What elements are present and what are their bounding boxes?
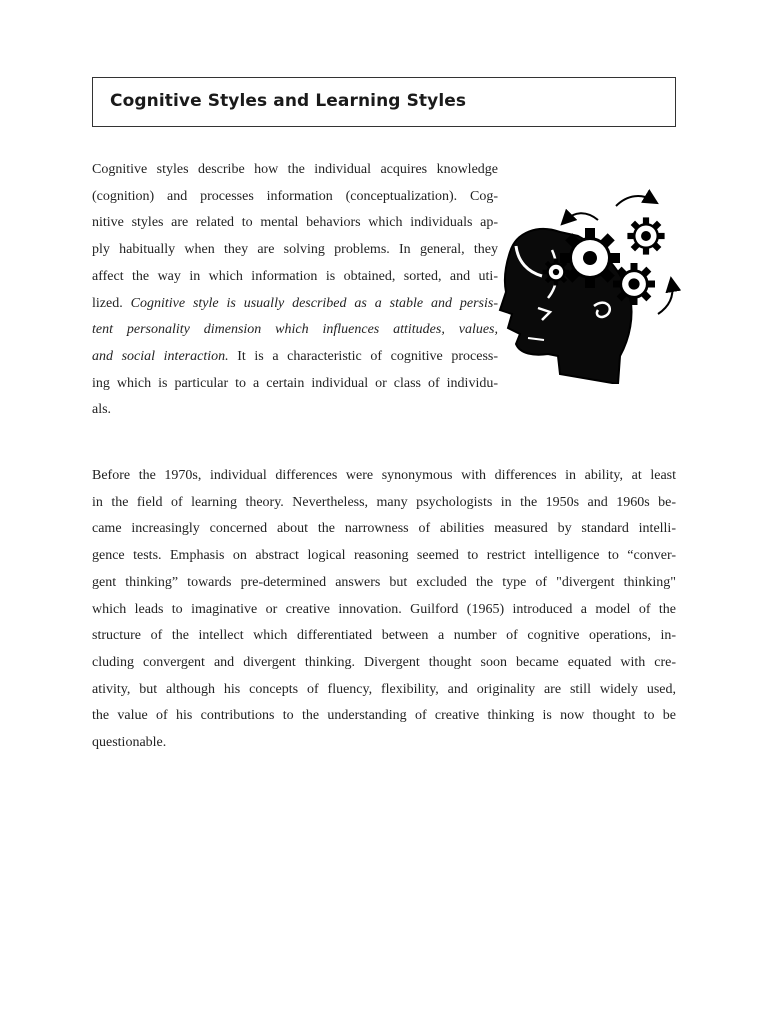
text-line: in the field of learning theory. Nevertheless, many psychologists in the 1950s and 1960s be- xyxy=(92,494,676,510)
text-line: ing which is particular to a certain individual or class of individu- xyxy=(92,375,498,391)
text-line: Before the 1970s, individual differences were synonymous with differences in ability, at least xyxy=(92,468,676,483)
text-line: the value of his contributions to the understanding of creative thinking is now thought to be xyxy=(92,708,676,724)
text-line xyxy=(92,291,498,318)
text-line: (cognition) and processes information (conceptualization). Cog- xyxy=(92,188,498,204)
text-line: structure of the intellect which differentiated between a number of cognitive operations, in- xyxy=(92,628,676,644)
text-line: Cognitive styles describe how the individual acquires knowledge xyxy=(92,162,498,177)
text-line: nitive styles are related to mental behaviors which individuals ap- xyxy=(92,215,498,231)
text-line xyxy=(92,344,498,371)
intro-paragraph xyxy=(92,157,498,424)
text-line: came increasingly concerned about the narrowness of abilities measured by standard intelli- xyxy=(92,521,676,537)
italic-emphasis: tent personality dimension which influences attitudes, values, xyxy=(92,322,498,338)
text-line: cluding convergent and divergent thinking. Divergent thought soon became equated with cre- xyxy=(92,654,676,670)
title-box xyxy=(92,77,676,127)
page-title: Cognitive Styles and Learning Styles xyxy=(110,91,467,111)
head-with-gears-icon xyxy=(498,188,684,384)
text-line: gent thinking” towards pre-determined answers but excluded the type of "divergent thinking" xyxy=(92,574,676,590)
text-line: affect the way in which information is obtained, sorted, and uti- xyxy=(92,268,498,284)
italic-emphasis: and social interaction. xyxy=(92,348,229,364)
text-line: ply habitually when they are solving problems. In general, they xyxy=(92,242,498,258)
text-line: which leads to imaginative or creative innovation. Guilford (1965) introduced a model of the xyxy=(92,601,676,617)
text-line: questionable. xyxy=(92,735,167,751)
text-line: als. xyxy=(92,402,112,418)
text-line: ativity, but although his concepts of fluency, flexibility, and originality are still widely used, xyxy=(92,681,676,697)
text-span: lized. xyxy=(92,295,131,311)
history-paragraph xyxy=(92,463,676,757)
text-line: gence tests. Emphasis on abstract logical reasoning seemed to restrict intelligence to “conver- xyxy=(92,548,676,564)
italic-emphasis: Cognitive style is usually described as a stable and persis- xyxy=(130,295,498,311)
text-span: It is a characteristic of cognitive process- xyxy=(228,348,498,364)
